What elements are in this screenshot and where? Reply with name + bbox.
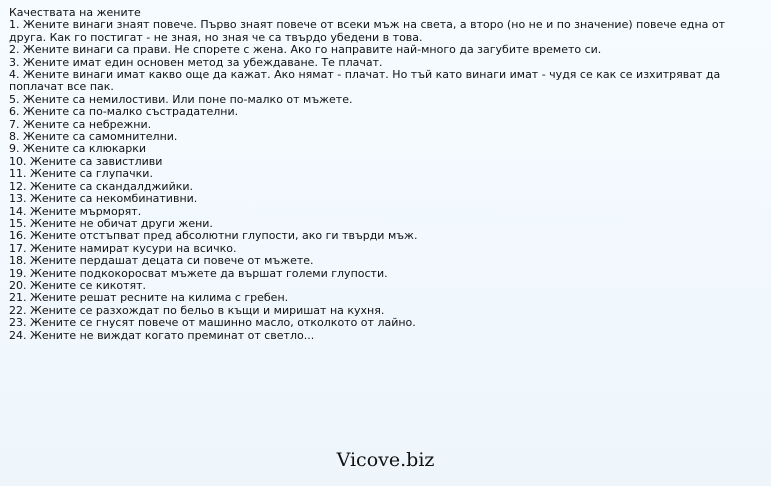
list-item: 14. Жените мърморят. (9, 204, 142, 218)
text-content (9, 7, 761, 342)
list-item: 19. Жените подкокоросват мъжете да вършат големи глупости. (9, 266, 388, 280)
list-item: 4. Жените винаги имат какво още да кажат. Ако нямат - плачат. Но тъй като винаги имат - чудя се как се изхитряват да поплачат все пак. (9, 68, 721, 94)
list-item: 15. Жените не обичат други жени. (9, 216, 213, 230)
list-item: 7. Жените са небрежни. (9, 117, 152, 131)
list-item: 2. Жените винаги са прави. Не спорете с жена. Ако го направите най-много да загубите времето си. (9, 43, 602, 57)
list-item: 21. Жените решат ресните на килима с гребен. (9, 291, 289, 305)
list-item: 5. Жените са немилостиви. Или поне по-малко от мъжете. (9, 92, 353, 106)
list-item: 3. Жените имат един основен метод за убеждаване. Те плачат. (9, 55, 383, 69)
list-item: 11. Жените са глупачки. (9, 167, 153, 181)
list-item: 22. Жените се разхождат по бельо в къщи и миришат на кухня. (9, 303, 385, 317)
list-item: 18. Жените пердашат децата си повече от мъжете. (9, 254, 314, 268)
list-item: 17. Жените намират кусури на всичко. (9, 241, 237, 255)
list-item: 1. Жените винаги знаят повече. Първо знаят повече от всеки мъж на света, а второ (но не и по значение) повече една от друга. Как го постигат - не зная, но зная че са твърдо убедени в това. (9, 18, 726, 44)
list-item: 12. Жените са скандалджийки. (9, 179, 194, 193)
list-item: 10. Жените са завистливи (9, 154, 163, 168)
page-title: Качествата на жените (9, 6, 141, 19)
list-item: 24. Жените не виждат когато преминат от светло... (9, 328, 315, 342)
list-item: 16. Жените отстъпват пред абсолютни глупости, ако ги твърди мъж. (9, 229, 418, 243)
list-item: 8. Жените са самомнителни. (9, 130, 178, 144)
list-item: 9. Жените са клюкарки (9, 142, 147, 156)
list-item: 20. Жените се кикотят. (9, 278, 147, 292)
list-item: 13. Жените са некомбинативни. (9, 192, 198, 206)
site-watermark: Vicove.biz (336, 449, 435, 471)
list-item: 23. Жените се гнусят повече от машинно масло, отколкото от лайно. (9, 316, 416, 330)
list-item: 6. Жените са по-малко състрадателни. (9, 105, 239, 119)
qualities-list (9, 19, 761, 342)
